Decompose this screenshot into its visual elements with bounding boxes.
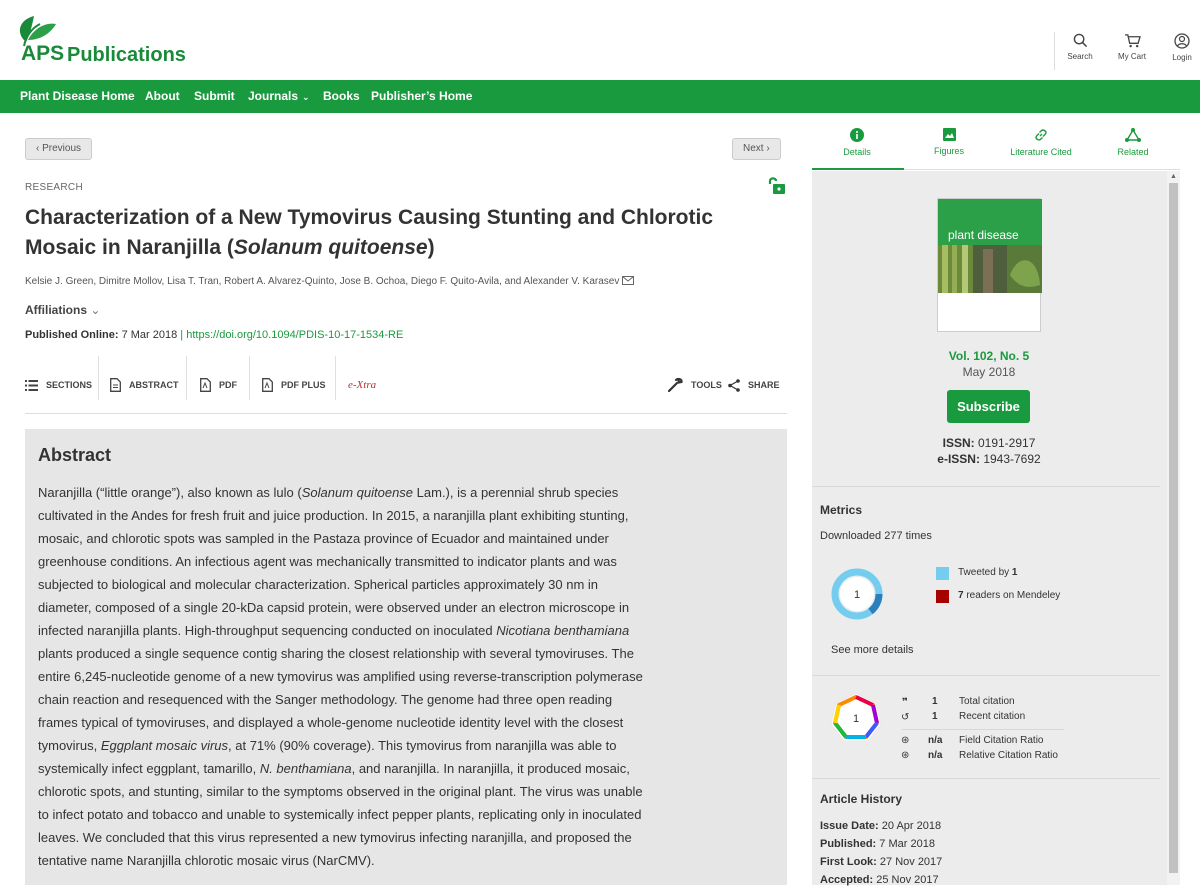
abstract-italic: Eggplant mosaic virus: [100, 738, 229, 753]
relative-ratio-icon: ⊛: [901, 750, 910, 761]
quote-icon: ❞: [902, 697, 908, 708]
search-button[interactable]: [1055, 33, 1105, 61]
nav-plant-disease-home[interactable]: Plant Disease Home: [20, 89, 135, 103]
tools-label: TOOLS: [691, 380, 722, 390]
author-list: [25, 276, 785, 287]
abstract-part: , and naranjilla. In naranjilla, it produced mosaic, chlorotic spots, and stunting, similar to the symptoms observed in the original plant. The virus was unable to infect potato and tobacco and unable to systemically infect pepper plants, replicating only in inoculated leaves. We concluded that this virus represented a new tymovirus infecting naranjilla, and proposed the tentative name Naranjilla chlorotic mosaic virus (NarCMV).: [38, 761, 643, 868]
fcr-value: n/a: [928, 735, 943, 746]
abstract-part: Naranjilla (“little orange”), also known as lulo (: [38, 485, 302, 500]
document-icon: [110, 378, 121, 392]
citation-divider: [902, 729, 1064, 730]
article-toolbar: [25, 356, 787, 414]
logo-publications-text: Publications: [67, 44, 186, 66]
recent-citation-label: Recent citation: [959, 711, 1026, 722]
abstract-part: plants produced a single sequence contig sharing the closest relationship with several tymoviruses. The entire 6,245-nucleotide genome of a new tymovirus was amplified using reverse-transcription polymerase chain reaction and resequenced with the Sanger methodology. The genome had three open reading frames typical of tymoviruses, and displayed a whole-genome nucleotide identity level with the closest tymovirus,: [38, 646, 643, 753]
history-label: Accepted:: [820, 874, 874, 886]
issn-value: 0191-2917: [977, 436, 1036, 450]
cover-title: plant disease: [948, 228, 1019, 242]
mendeley-label: readers on Mendeley: [963, 590, 1061, 601]
tab-figures-label: Figures: [933, 146, 964, 156]
pdf-plus-label: PDF PLUS: [281, 380, 326, 390]
twitter-legend-swatch: [936, 567, 949, 580]
cover-photos: [938, 245, 1042, 293]
email-icon[interactable]: [622, 276, 634, 285]
sidebar-scrollbar[interactable]: [1167, 171, 1180, 885]
eissn-label: e-ISSN:: [937, 452, 980, 466]
abstract-text: [38, 481, 648, 872]
extra-label: e-Xtra: [348, 379, 377, 391]
site-header: [0, 0, 1200, 80]
extra-button[interactable]: [348, 369, 376, 401]
search-icon: [1073, 33, 1088, 48]
subscribe-button[interactable]: Subscribe: [947, 390, 1030, 423]
history-label: Issue Date:: [820, 820, 879, 832]
active-tab-indicator: [812, 168, 904, 170]
rcr-value: n/a: [928, 750, 943, 761]
tab-related[interactable]: [1088, 128, 1178, 157]
title-main: Characterization of a New Tymovirus Causing Stunting and Chlorotic Mosaic in Naranjilla (: [25, 206, 714, 259]
pdf-button[interactable]: [200, 369, 237, 401]
toolbar-divider: [249, 356, 250, 400]
cart-button[interactable]: [1107, 33, 1157, 61]
abstract-section: [25, 429, 787, 885]
wrench-icon: [668, 378, 683, 392]
tab-literature-cited-label: Literature Cited: [1010, 147, 1072, 157]
separator: |: [180, 329, 184, 341]
article-title: [25, 203, 775, 263]
sidebar-divider: [812, 675, 1160, 676]
altmetric-donut-icon[interactable]: [829, 566, 885, 622]
abstract-italic: Nicotiana benthamiana: [496, 623, 630, 638]
cart-label: My Cart: [1118, 52, 1146, 61]
info-icon: [850, 128, 864, 142]
mendeley-count: 7: [958, 590, 964, 601]
published-online-line: [25, 329, 403, 341]
abstract-heading: Abstract: [38, 445, 112, 465]
title-end: ): [427, 236, 435, 259]
eissn-value: 1943-7692: [983, 452, 1041, 466]
cover-band: [938, 199, 1042, 245]
tab-literature-cited[interactable]: [996, 128, 1086, 157]
issn-label: ISSN:: [942, 436, 975, 450]
nav-journals-label: Journals: [248, 89, 299, 103]
sections-label: SECTIONS: [46, 380, 93, 390]
tab-figures[interactable]: [904, 128, 994, 156]
history-row: [820, 856, 942, 868]
abstract-label: ABSTRACT: [129, 380, 179, 390]
affiliations-label: Affiliations: [25, 303, 87, 317]
next-button[interactable]: [732, 138, 781, 160]
history-row: [820, 838, 935, 850]
tab-related-label: Related: [1117, 147, 1149, 157]
abstract-italic: N. benthamiana: [259, 761, 352, 776]
see-more-details-link[interactable]: See more details: [831, 644, 914, 656]
abstract-part: , at 71% (90% coverage). This tymovirus from naranjilla was able to systemically infect eggplant, tamarillo,: [38, 738, 617, 776]
main-nav: [0, 80, 1200, 113]
recent-citation-count: 1: [932, 711, 938, 722]
scrollbar-thumb[interactable]: [1169, 183, 1178, 873]
pdf-icon: [200, 378, 211, 392]
mendeley-line: [958, 590, 1060, 601]
total-citation-count: 1: [932, 696, 938, 707]
nav-journals[interactable]: [248, 89, 310, 103]
nav-about[interactable]: About: [145, 89, 180, 103]
next-label: Next: [743, 143, 764, 154]
toolbar-divider: [335, 356, 336, 400]
pdf-label: PDF: [219, 380, 237, 390]
tweeted-line: [958, 567, 1017, 578]
published-label: Published Online:: [25, 329, 119, 341]
metrics-heading: Metrics: [820, 503, 863, 517]
list-icon: [25, 380, 38, 391]
tab-details-label: Details: [843, 147, 871, 157]
tools-button[interactable]: [668, 369, 722, 401]
toolbar-divider: [98, 356, 99, 400]
pdf-plus-icon: [262, 378, 273, 392]
history-row: [820, 874, 939, 886]
altmetric-score: 1: [853, 589, 861, 601]
issue-date: May 2018: [962, 365, 1016, 379]
logo-aps-text: APS: [21, 42, 65, 65]
history-row: [820, 820, 941, 832]
published-date: 7 Mar 2018: [121, 329, 178, 341]
pdf-plus-button[interactable]: [262, 369, 326, 401]
tweeted-count: 1: [1011, 567, 1018, 578]
issn-line: [812, 436, 1166, 450]
history-value: 25 Nov 2017: [876, 874, 939, 886]
abstract-italic: Solanum quitoense: [301, 485, 414, 500]
history-label: Published:: [820, 838, 877, 850]
history-label: First Look:: [820, 856, 877, 868]
dimensions-score: 1: [852, 713, 860, 725]
share-button[interactable]: [728, 369, 780, 401]
abstract-button[interactable]: [110, 369, 179, 401]
login-button[interactable]: [1157, 33, 1200, 62]
nav-submit[interactable]: Submit: [194, 89, 235, 103]
cart-icon: [1124, 33, 1141, 48]
tab-details[interactable]: [812, 128, 902, 157]
dimensions-badge-icon[interactable]: [829, 691, 883, 745]
article-history-heading: Article History: [820, 792, 903, 806]
image-icon: [943, 128, 956, 141]
chevron-right-icon: ›: [766, 143, 770, 154]
sidebar-tabs: [812, 120, 1180, 170]
journal-cover[interactable]: [937, 198, 1041, 332]
affiliations-toggle[interactable]: [25, 303, 100, 317]
history-value: 27 Nov 2017: [879, 856, 943, 868]
history-value: 7 Mar 2018: [879, 838, 935, 850]
abstract-part: Lam.), is a perennial shrub species cultivated in the Andes for fresh fruit and juice production. In 2015, a naranjilla plant exhibiting stunting, mosaic, and chlorotic spots was sampled in the Pastaza province of Ecuador and maintained under greenhouse conditions. An infectious agent was mechanically transmitted to indicator plants and was subjected to biological and molecular characterization. Spherical particles approximately 30 nm in diameter, composed of a single 20-kDa capsid protein, were observed under an electron microscope in infected naranjilla plants. High-throughput sequencing conducted on inoculated: [38, 485, 630, 638]
aps-logo[interactable]: [12, 12, 202, 72]
history-icon: ↺: [901, 712, 910, 723]
tweeted-label: Tweeted by: [958, 567, 1012, 578]
field-ratio-icon: ⊛: [901, 735, 910, 746]
fcr-label: Field Citation Ratio: [959, 735, 1044, 746]
title-italic: Solanum quitoense: [233, 236, 428, 259]
rcr-label: Relative Citation Ratio: [959, 750, 1058, 761]
chevron-left-icon: ‹: [36, 143, 40, 154]
login-label: Login: [1172, 53, 1192, 62]
chevron-down-icon: ⌄: [90, 303, 101, 317]
previous-button[interactable]: [25, 138, 92, 160]
share-icon: [728, 379, 740, 392]
open-access-lock-icon: [766, 176, 788, 196]
sidebar-divider: [812, 486, 1160, 487]
total-citation-label: Total citation: [959, 696, 1015, 707]
chevron-down-icon: ⌄: [302, 92, 310, 102]
previous-label: Previous: [42, 143, 82, 154]
share-label: SHARE: [748, 380, 780, 390]
downloaded-count: Downloaded 277 times: [820, 530, 932, 542]
sections-button[interactable]: [25, 369, 92, 401]
network-icon: [1125, 128, 1141, 142]
eissn-line: [812, 452, 1166, 466]
history-value: 20 Apr 2018: [881, 820, 942, 832]
nav-publishers-home[interactable]: Publisher’s Home: [371, 89, 473, 103]
search-label: Search: [1067, 52, 1093, 61]
toolbar-divider: [186, 356, 187, 400]
mendeley-legend-swatch: [936, 590, 949, 603]
scroll-up-icon[interactable]: ▲: [1170, 173, 1177, 180]
volume-link[interactable]: Vol. 102, No. 5: [948, 349, 1030, 363]
sidebar-divider: [812, 778, 1160, 779]
user-icon: [1174, 33, 1190, 49]
authors-text[interactable]: Kelsie J. Green, Dimitre Mollov, Lisa T. Tran, Robert A. Alvarez-Quinto, Jose B. Ochoa, Diego F. Quito-Avila, and Alexander V. Karasev: [25, 276, 620, 287]
article-type: RESEARCH: [25, 182, 83, 193]
nav-books[interactable]: Books: [323, 89, 360, 103]
link-icon: [1034, 128, 1048, 142]
doi-link[interactable]: https://doi.org/10.1094/PDIS-10-17-1534-RE: [186, 329, 404, 341]
